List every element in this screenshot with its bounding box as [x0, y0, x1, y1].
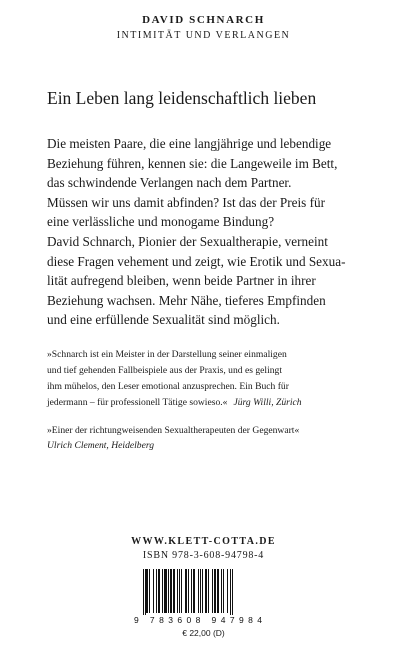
blurb-line: Beziehung führen, kennen sie: die Langeweile im Bett, — [47, 155, 338, 171]
barcode-bar — [185, 569, 187, 613]
review-quote-willi — [47, 347, 392, 411]
price: € 22,00 (D) — [182, 628, 225, 638]
barcode-graphic — [131, 566, 276, 626]
barcode-bar — [232, 569, 233, 615]
barcode-bar — [162, 569, 163, 613]
barcode-bar — [156, 569, 157, 613]
quote-line: »Schnarch ist ein Meister in der Darstellung seiner einmaligen — [47, 349, 287, 360]
barcode-bar — [170, 569, 172, 613]
blurb-line: das schwindende Verlangen nach dem Partner. — [47, 175, 292, 191]
blurb-line: Die meisten Paare, die eine langjährige und lebendige — [47, 136, 332, 151]
blurb-line: David Schnarch, Pionier der Sexualtherapie, verneint — [47, 233, 328, 249]
barcode-bar — [198, 569, 199, 613]
blurb-line: Beziehung wachsen. Mehr Nähe, tieferes Empfinden — [47, 292, 326, 308]
barcode-bar — [217, 569, 219, 613]
barcode-bar — [164, 569, 167, 613]
barcode-bar — [214, 569, 216, 613]
barcode-bar — [212, 569, 213, 613]
barcode-bar — [181, 569, 182, 613]
barcode-bar — [149, 569, 150, 613]
barcode-bar — [200, 569, 201, 613]
book-title: INTIMITÄT UND VERLANGEN — [116, 30, 291, 41]
barcode-bar — [179, 569, 180, 613]
blurb-line: lität aufregend bleiben, wenn beide Partner in ihrer — [47, 273, 316, 289]
barcode-bar — [191, 569, 192, 613]
blurb-line: und eine erfüllende Sexualität sind möglich. — [47, 312, 280, 328]
blurb-line: eine verlässliche und monogame Bindung? — [47, 214, 275, 230]
publisher-url: WWW.KLETT-COTTA.DE — [131, 536, 276, 547]
barcode-bar — [193, 569, 195, 613]
barcode-bar — [208, 569, 209, 613]
barcode-bar — [227, 569, 228, 613]
blurb-line: diese Fragen vehement und zeigt, wie Erotik und Sexua- — [47, 253, 346, 269]
barcode-bar — [143, 569, 144, 615]
barcode-bar — [173, 569, 175, 613]
barcode-bar — [205, 569, 207, 613]
barcode — [131, 566, 276, 626]
barcode-bar — [177, 569, 178, 613]
quote-line: und tief gehenden Fallbeispiele aus der Praxis, und es gelingt — [47, 365, 282, 376]
headline: Ein Leben lang leidenschaftlich lieben — [47, 88, 317, 108]
barcode-bar — [145, 569, 146, 615]
barcode-bar — [188, 569, 189, 613]
blurb-text — [47, 134, 392, 330]
barcode-number: 9 783608 947984 — [134, 615, 262, 625]
author-name: DAVID SCHNARCH — [142, 14, 265, 26]
quote-attribution: Jürg Willi, Zürich — [233, 397, 302, 408]
quote-line-text: jedermann – für professionell Tätige sowieso.« — [47, 397, 228, 408]
barcode-bar — [221, 569, 222, 613]
barcode-bar — [168, 569, 169, 613]
barcode-bar — [153, 569, 154, 613]
barcode-bar — [230, 569, 231, 615]
barcode-bar — [223, 569, 224, 613]
review-quote-clement — [47, 423, 392, 453]
barcode-bar — [146, 569, 148, 613]
quote-line: »Einer der richtungweisenden Sexualtherapeuten der Gegenwart« — [47, 425, 300, 436]
quote-line-last — [47, 395, 392, 411]
quote-attribution: Ulrich Clement, Heidelberg — [47, 440, 155, 451]
blurb-line: Müssen wir uns damit abfinden? Ist das der Preis für — [47, 194, 325, 210]
quote-line: ihm mühelos, den Leser emotional anzusprechen. Ein Buch für — [47, 381, 289, 392]
isbn: ISBN 978-3-608-94798-4 — [142, 550, 265, 561]
barcode-bar — [158, 569, 160, 613]
barcode-bar — [202, 569, 203, 613]
